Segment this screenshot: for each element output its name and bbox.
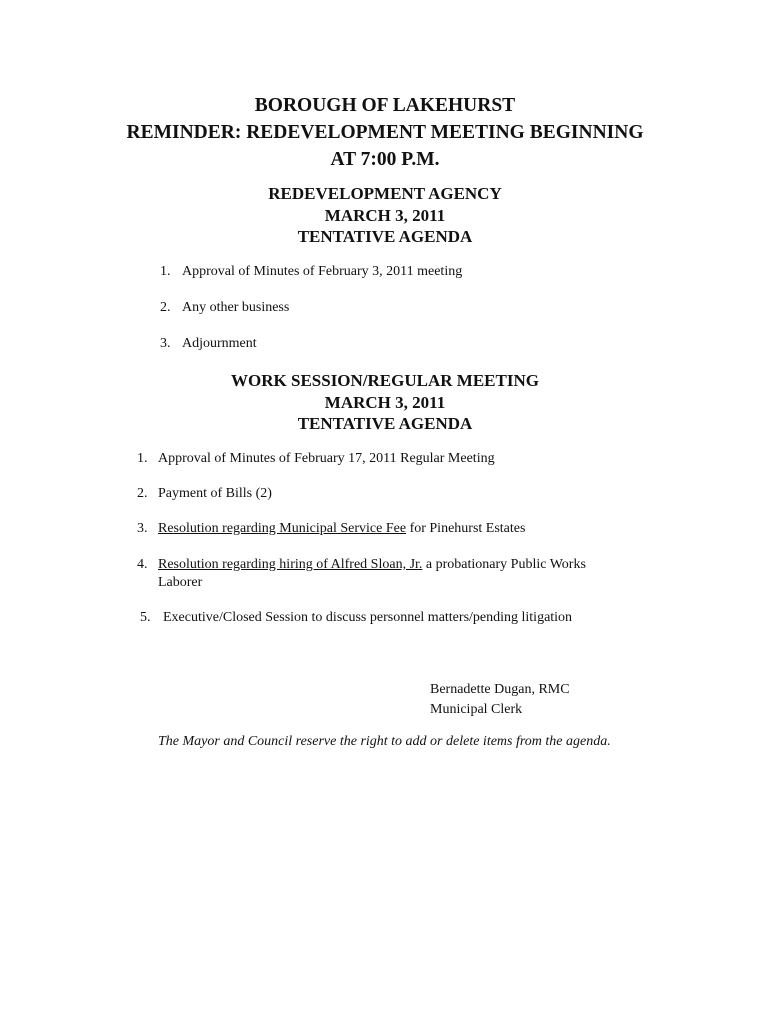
meeting-time: AT 7:00 P.M.: [330, 149, 440, 170]
redevelopment-agency-title: REDEVELOPMENT AGENCY: [268, 184, 502, 203]
work-session-item-4: [137, 556, 586, 573]
work-session-item-3: [137, 520, 525, 537]
item-number: 4.: [137, 557, 148, 572]
borough-name: BOROUGH OF LAKEHURST: [254, 95, 516, 116]
redevelopment-date: MARCH 3, 2011: [324, 205, 446, 225]
work-session-item-2: [137, 485, 272, 502]
redevelopment-item-1: [160, 263, 462, 280]
document-title: [0, 92, 770, 173]
item-text: Laborer: [158, 575, 203, 590]
redevelopment-agenda-label: TENTATIVE AGENDA: [297, 227, 473, 246]
item-text: Approval of Minutes of February 3, 2011 meeting: [182, 264, 463, 279]
redevelopment-item-2: [160, 299, 289, 316]
footer-note: The Mayor and Council reserve the right to add or delete items from the agenda.: [158, 734, 611, 749]
work-session-heading: [0, 370, 770, 435]
item-number: 3.: [137, 521, 148, 536]
item-text: Executive/Closed Session to discuss personnel matters/pending litigation: [163, 610, 573, 625]
work-session-item-5: [140, 609, 572, 626]
work-session-item-4-continuation: [158, 574, 202, 591]
work-session-item-1: [137, 450, 495, 467]
item-underlined-text: Resolution regarding hiring of Alfred Sloan, Jr.: [158, 557, 423, 572]
item-text: Approval of Minutes of February 17, 2011 Regular Meeting: [158, 451, 495, 466]
item-number: 1.: [137, 451, 148, 466]
item-text: Any other business: [182, 300, 290, 315]
item-number: 2.: [160, 300, 171, 315]
item-text: Payment of Bills (2): [158, 486, 272, 501]
item-number: 2.: [137, 486, 148, 501]
item-text: Adjournment: [182, 336, 257, 351]
item-number: 3.: [160, 336, 171, 351]
signature-block: [430, 680, 570, 720]
clerk-name: Bernadette Dugan, RMC: [430, 682, 570, 697]
item-number: 5.: [140, 610, 151, 625]
work-session-date: MARCH 3, 2011: [324, 392, 446, 412]
reminder-line: REMINDER: REDEVELOPMENT MEETING BEGINNING: [126, 122, 644, 143]
item-underlined-text: Resolution regarding Municipal Service Fee: [158, 521, 407, 536]
clerk-title: Municipal Clerk: [430, 702, 523, 717]
item-number: 1.: [160, 264, 171, 279]
item-text: for Pinehurst Estates: [406, 521, 526, 536]
item-text: a probationary Public Works: [422, 557, 586, 572]
redevelopment-heading: [0, 183, 770, 248]
redevelopment-item-3: [160, 335, 257, 352]
work-session-title: WORK SESSION/REGULAR MEETING: [231, 371, 539, 390]
work-session-agenda-label: TENTATIVE AGENDA: [297, 414, 473, 433]
